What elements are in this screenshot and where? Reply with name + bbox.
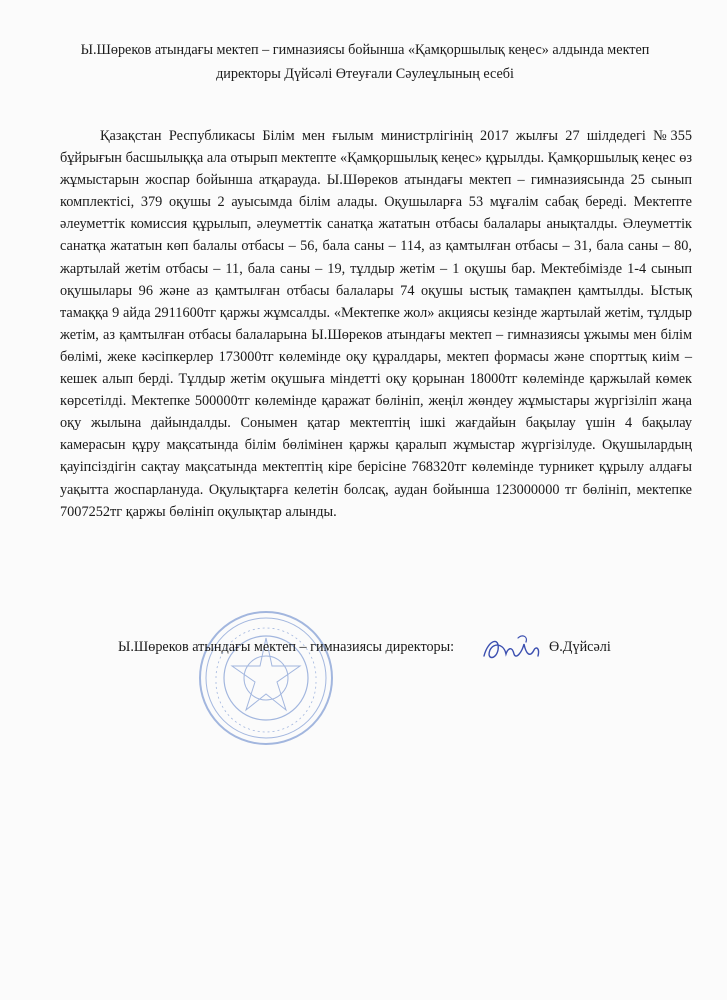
signature-label: Ы.Шөреков атындағы мектеп – гимназиясы директоры: [118, 639, 455, 655]
report-body: Қазақстан Республикасы Білім мен ғылым министрлігінің 2017 жылғы 27 шілдедегі №355 бұйрығын басшылыққа ала отырып мектепте «Қамқоршылық кеңес» құрылды. Қамқоршылық кеңес өз жұмыстарын жоспар бойынша атқарауда. Ы.Шөреков атындағы мектеп – гимназиясында 25 сынып комплектісі, 379 оқушы 2 ауысымда білім алады. Оқушыларға 53 мұғалім сабақ береді. Мектепте әлеуметтік комиссия құрылып, әлеуметтік санатқа жататын отбасы балалары анықталды. Әлеуметтік санатқа жататын көп балалы отбасы – 56, бала саны – 114, аз қамтылған отбасы – 31, бала саны – 80, жартылай жетім отбасы – 11, бала саны – 19, тұлдыр жетім – 1 оқушы бар. Мектебімізде 1-4 сынып оқушылары 96 және аз қамтылған отбасы балалары 74 оқушы ыстық тамақпен қамтылды. Ыстық тамаққа 9 айда 2911600тг қаржы жұмсалды. «Мектепке жол» акциясы кезінде жартылай жетім, тұлдыр жетім, аз қамтылған отбасы балаларына Ы.Шөреков атындағы мектеп – гимназиясы ұжымы мен білім бөлімі, жеке кәсіпкерлер 173000тг көлемінде оқу құралдары, мектеп формасы және спорттық киім –кешек алып берді. Тұлдыр жетім оқушыға міндетті оқу қорынан 18000тг көлемінде қаржылай көмек көрсетілді. Мектепке 500000тг көлемінде қаражат бөлініп, жеңіл жөндеу жұмыстары жүргізіліп жаңа оқу жылына дайындалды. Сонымен қатар мектептің ішкі жағдайын бақылау үшін 4 бақылау камерасын құру мақсатында білім бөлімінен қаржы қаралып жұмыстар жүргізілуде. Оқушылардың қауіпсіздігін сақтау мақсатында мектептің кіре берісіне 768320тг көлемінде турникет құрылу алдағы уақытта жоспарлануда. Оқулықтарға келетін болсақ, аудан бойынша 123000000 тг бөлініп, мектепке 7007252тг қаржы бөлініп оқулықтар алынды. [60, 128, 692, 520]
title-line-1: Ы.Шөреков атындағы мектеп – гимназиясы бойынша «Қамқоршылық кеңес» алдында мектеп [80, 42, 650, 58]
document-title [40, 38, 690, 86]
handwritten-signature [478, 630, 548, 670]
signature-name: Ө.Дүйсәлі [549, 639, 611, 655]
official-stamp [196, 608, 336, 748]
title-line-2: директоры Дүйсәлі Өтеуғали Сәулеұлының есебі [216, 66, 514, 82]
